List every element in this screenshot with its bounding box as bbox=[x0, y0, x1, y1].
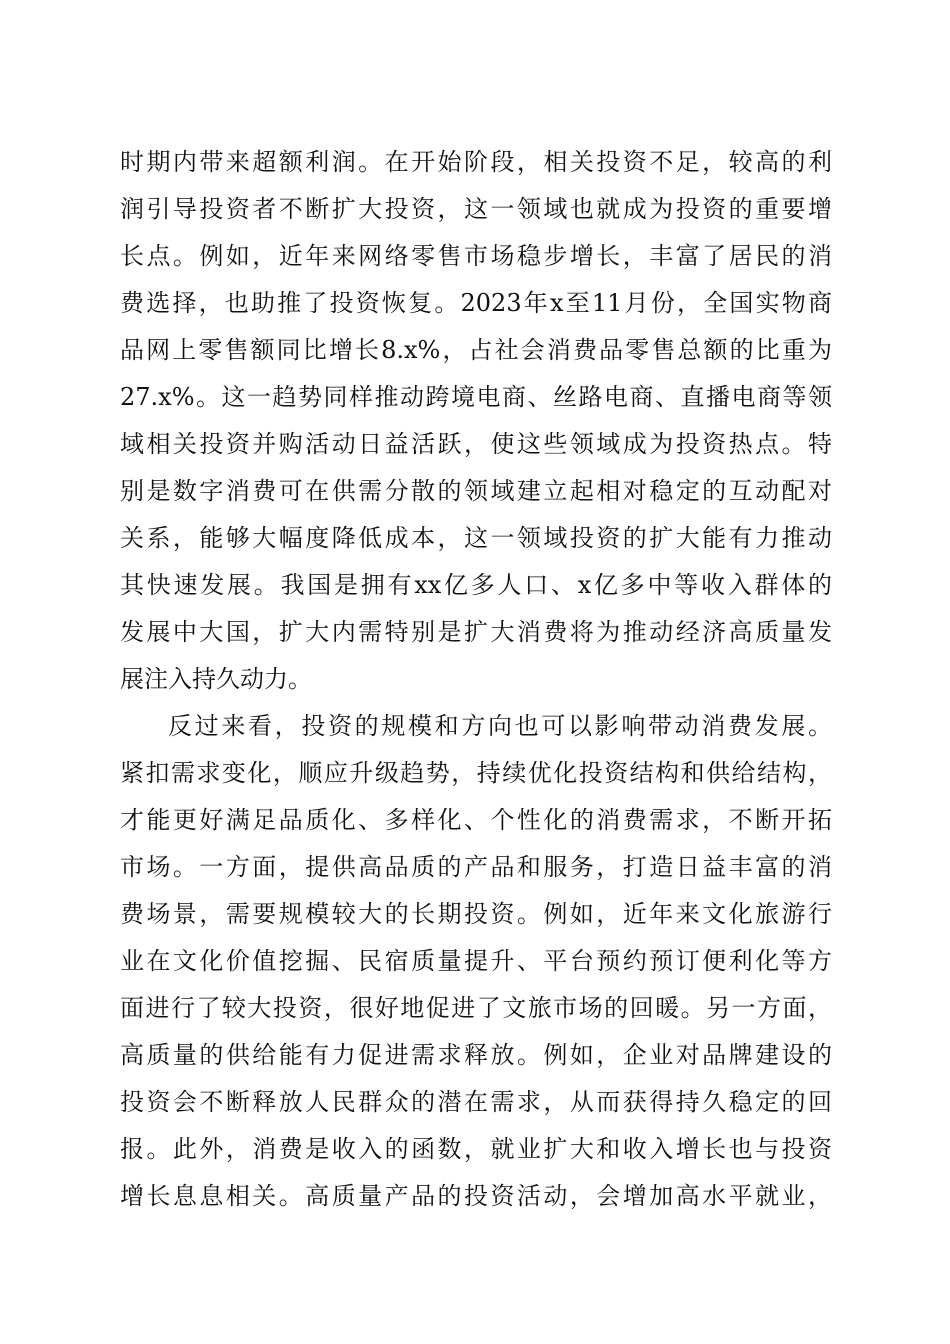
paragraph-start-line: 反过来看，投资的规模和方向也可以影响带动消费发展。 bbox=[168, 712, 832, 740]
text-line: 时期内带来超额利润。在开始阶段，相关投资不足，较高的利 bbox=[120, 148, 832, 176]
text-line: 业在文化价值挖掘、民宿质量提升、平台预约预订便利化等方 bbox=[120, 947, 832, 975]
text-line: 润引导投资者不断扩大投资，这一领域也就成为投资的重要增 bbox=[120, 195, 832, 223]
text-line: 报。此外，消费是收入的函数，就业扩大和收入增长也与投资 bbox=[120, 1135, 832, 1163]
paragraph-end-line: 展注入持久动力。 bbox=[120, 665, 312, 693]
text-line: 关系，能够大幅度降低成本，这一领域投资的扩大能有力推动 bbox=[120, 524, 832, 552]
text-line: 发展中大国，扩大内需特别是扩大消费将为推动经济高质量发 bbox=[120, 618, 832, 646]
text-line: 投资会不断释放人民群众的潜在需求，从而获得持久稳定的回 bbox=[120, 1088, 832, 1116]
text-line: 其快速发展。我国是拥有xx亿多人口、x亿多中等收入群体的 bbox=[120, 571, 832, 599]
text-line: 才能更好满足品质化、多样化、个性化的消费需求，不断开拓 bbox=[120, 806, 832, 834]
text-line: 长点。例如，近年来网络零售市场稳步增长，丰富了居民的消 bbox=[120, 242, 832, 270]
text-line: 27.x%。这一趋势同样推动跨境电商、丝路电商、直播电商等领 bbox=[120, 383, 832, 411]
text-line: 费场景，需要规模较大的长期投资。例如，近年来文化旅游行 bbox=[120, 900, 832, 928]
text-line: 紧扣需求变化，顺应升级趋势，持续优化投资结构和供给结构， bbox=[120, 759, 832, 787]
text-line: 品网上零售额同比增长8.x%，占社会消费品零售总额的比重为 bbox=[120, 336, 832, 364]
text-line: 高质量的供给能有力促进需求释放。例如，企业对品牌建设的 bbox=[120, 1041, 832, 1069]
text-line: 别是数字消费可在供需分散的领域建立起相对稳定的互动配对 bbox=[120, 477, 832, 505]
text-line: 费选择，也助推了投资恢复。2023年x至11月份，全国实物商 bbox=[120, 289, 832, 317]
text-line: 域相关投资并购活动日益活跃，使这些领域成为投资热点。特 bbox=[120, 430, 832, 458]
text-line: 市场。一方面，提供高品质的产品和服务，打造日益丰富的消 bbox=[120, 853, 832, 881]
text-line: 面进行了较大投资，很好地促进了文旅市场的回暖。另一方面， bbox=[120, 994, 832, 1022]
text-line: 增长息息相关。高质量产品的投资活动，会增加高水平就业， bbox=[120, 1182, 832, 1210]
document-body bbox=[120, 139, 832, 1220]
